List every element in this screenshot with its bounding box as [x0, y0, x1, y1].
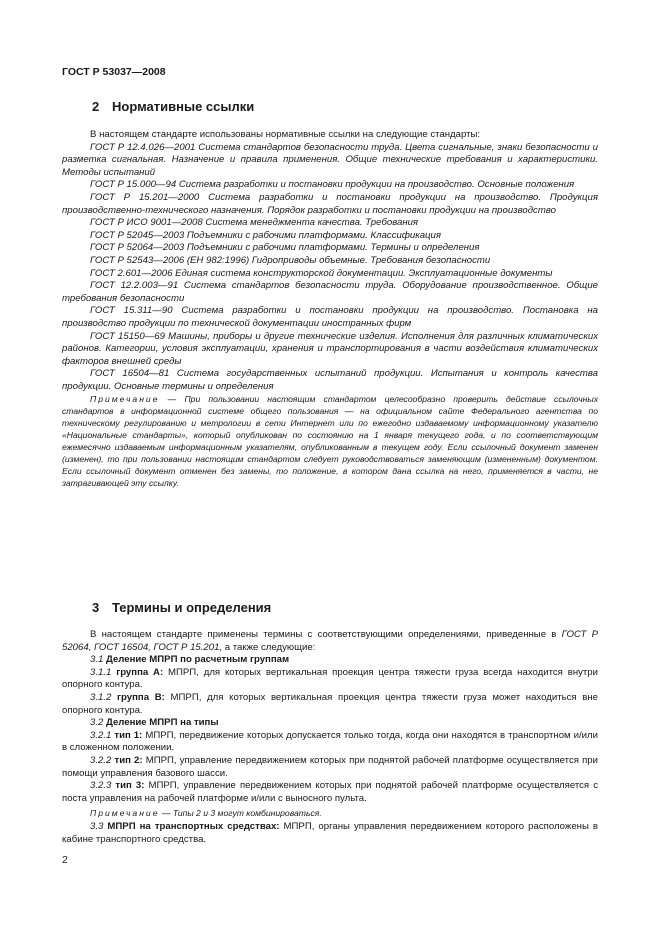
terms-body — [62, 629, 598, 847]
term-number: 3.2.3 — [90, 780, 112, 792]
section-heading — [62, 99, 598, 129]
intro-text-end: , а также следующие: — [219, 641, 316, 653]
reference-item: ГОСТ 2.601—2006 Единая система конструкторской документации. Эксплуатационные документы — [90, 267, 553, 279]
intro-refs: ГОСТ Р 52064, ГОСТ 16504, ГОСТ Р 15.201 — [62, 629, 598, 653]
term-3-2-2 — [62, 755, 598, 780]
term-name: группа А: — [116, 666, 164, 678]
reference-item: ГОСТ 16504—81 Система государственных испытаний продукции. Испытания и контроль качества продукции. Основные термины и определения — [62, 368, 598, 392]
reference-item: ГОСТ Р 12.4.026—2001 Система стандартов безопасности труда. Цвета сигнальные, знаки безопасности и разметка сигнальная. Назначение и правила применения. Общие технические требования и характеристики. Методы испытаний — [62, 141, 598, 178]
page-number: 2 — [62, 854, 68, 866]
section-title: Термины и определения — [112, 600, 272, 615]
reference-item: ГОСТ Р 52064—2003 Подъемники с рабочими платформами. Термины и определения — [90, 242, 480, 254]
term-3-1 — [62, 654, 598, 667]
term-3-2-1 — [62, 730, 598, 755]
term-name: МПРП на транспортных средствах: — [107, 821, 280, 833]
note-text: — При пользовании настоящим стандартом целесообразно проверить действие ссылочных стандартов в информационной системе общего пользования — на официальном сайте Федерального агентства по техническому регулированию и метрологии в сети Интернет или по ежегодно издаваемому информационному указателю «Национальные стандарты», который опубликован по состоянию на 1 января текущего года, и по соответствующим ежемесячно издаваемым информационным указателям, опубликованным в текущем году. Если ссылочный документ заменен (изменен), то при пользовании настоящим стандартом следует руководствоваться заменяющим (измененным) документом. Если ссылочный документ отменен без замены, то положение, в котором дана ссылка на него, применяется в части, не затрагивающей эту ссылку. — [62, 394, 598, 489]
intro-text: В настоящем стандарте применены термины с соответствующими определениями, приведенные в — [90, 629, 562, 640]
term-title: Деление МПРП по расчетным группам — [106, 654, 290, 666]
section-number: 3 — [92, 600, 100, 615]
note-text: — Типы 2 и 3 могут комбинироваться. — [159, 808, 322, 819]
term-definition: МПРП, для которых вертикальная проекция центра тяжести груза может находиться вне опорного контура. — [62, 691, 599, 716]
note-label: Примечание — [90, 808, 160, 819]
term-title: Деление МПРП на типы — [106, 717, 219, 729]
references-intro: В настоящем стандарте использованы нормативные ссылки на следующие стандарты: — [90, 129, 481, 140]
term-name: группа В: — [117, 691, 165, 703]
term-number: 3.2.2 — [90, 754, 112, 766]
reference-item: ГОСТ 12.2.003—91 Система стандартов безопасности труда. Оборудование производственное. Общие требования безопасности — [62, 280, 598, 304]
section-terms-definitions — [62, 600, 598, 847]
term-number: 3.1 — [90, 654, 104, 666]
terms-note — [62, 807, 598, 819]
term-number: 3.3 — [90, 821, 104, 833]
note-label: Примечание — [90, 394, 160, 405]
term-3-1-2 — [62, 692, 598, 717]
term-name: тип 2: — [114, 754, 143, 766]
reference-item: ГОСТ Р 15.000—94 Система разработки и постановки продукции на производство. Основные положения — [90, 179, 575, 191]
reference-item: ГОСТ Р 52045—2003 Подъемники с рабочими платформами. Классификация — [90, 229, 442, 241]
reference-item: ГОСТ Р 15.201—2000 Система разработки и постановки продукции на производство. Продукция производственно-технического назначения. Порядок разработки и постановки продукции на производство — [62, 191, 598, 216]
reference-item: ГОСТ Р 52543—2006 (ЕН 982:1996) Гидроприводы объемные. Требования безопасности — [90, 254, 491, 266]
term-name: тип 1: — [114, 729, 143, 741]
term-3-3 — [62, 821, 598, 846]
reference-item: ГОСТ 15.311—90 Система разработки и постановки продукции на производство. Постановка на производство продукции по технической документации иностранных фирм — [62, 305, 598, 329]
term-name: тип 3: — [115, 780, 145, 792]
references-body — [62, 129, 598, 489]
section-number: 2 — [92, 99, 100, 114]
term-definition: МПРП, для которых вертикальная проекция центра тяжести груза всегда находится внутри опорного контура. — [62, 666, 598, 691]
reference-item: ГОСТ 15150—69 Машины, приборы и другие технические изделия. Исполнения для различных климатических районов. Категории, условия эксплуатации, хранения и транспортирования в части воздействия климатических факторов внешней среды — [62, 330, 598, 367]
term-definition: МПРП, управление передвижением которых при поднятой рабочей платформе осуществляется при помощи управления базового шасси. — [62, 754, 598, 779]
term-definition: МПРП, передвижение которых допускается только тогда, когда они находятся в транспортном и/или в сложенном положении. — [62, 729, 598, 754]
term-3-2-3 — [62, 780, 598, 805]
document-code: ГОСТ Р 53037—2008 — [62, 66, 166, 78]
reference-item: ГОСТ Р ИСО 9001—2008 Система менеджмента качества. Требования — [90, 217, 419, 229]
term-number: 3.1.2 — [90, 691, 112, 703]
terms-intro — [62, 629, 598, 654]
term-number: 3.2 — [90, 717, 104, 729]
section-normative-references — [62, 99, 598, 489]
section-heading — [62, 600, 598, 629]
term-number: 3.2.1 — [90, 729, 112, 741]
references-note — [62, 393, 598, 489]
term-definition: МПРП, управление передвижением которых при поднятой рабочей платформе осуществляется с поста управления на рабочей платформе и/или с выносного пульта. — [62, 780, 598, 804]
section-title: Нормативные ссылки — [112, 99, 255, 114]
term-3-1-1 — [62, 667, 598, 692]
term-number: 3.1.1 — [90, 666, 112, 678]
term-3-2 — [62, 717, 598, 730]
term-definition: МПРП, органы управления передвижением которого расположены в кабине транспортного средства. — [62, 821, 598, 845]
